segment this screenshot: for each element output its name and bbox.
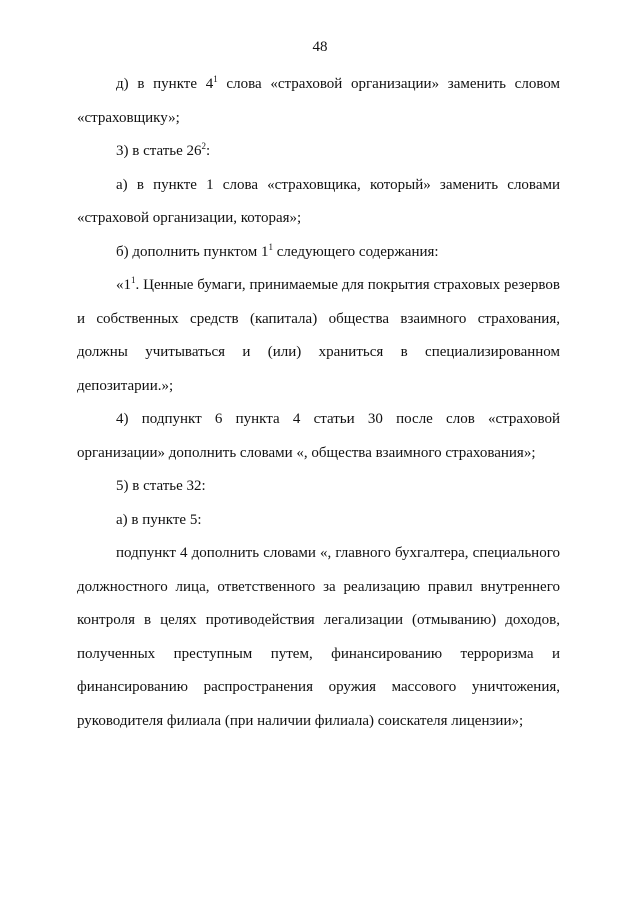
paragraph-article-30: 4) подпункт 6 пункта 4 статьи 30 после слов «страховой организации» дополнить словами «, общества взаимного страхования»;	[77, 411, 560, 461]
superscript: 1	[131, 275, 136, 285]
text-segment: «1	[116, 277, 131, 293]
paragraph-article-32: 5) в статье 32:	[116, 478, 206, 494]
page-number: 48	[312, 39, 328, 55]
superscript: 2	[201, 141, 207, 151]
document-body	[77, 68, 560, 738]
text-segment: . Ценные бумаги, принимаемые для покрытия страховых резервов и собственных средств (капитала) общества взаимного страхования, должны учитываться и (или) храниться в специализированном депозитарии.»;	[77, 277, 560, 394]
text-segment: :	[206, 143, 211, 159]
paragraph-subpoint-4: подпункт 4 дополнить словами «, главного бухгалтера, специального должностного лица, ответственного за реализацию правил внутреннего контроля в целях противодействия легализации (отмыванию) доходов, полученных преступным путем, финансированию терроризма и финансированию распространения оружия массового уничтожения, руководителя филиала (при наличии филиала) соискателя лицензии»;	[77, 545, 560, 729]
paragraph-d-point-4	[77, 68, 560, 135]
text-segment: 3) в статье 26	[116, 143, 202, 159]
paragraph-a-point-1: а) в пункте 1 слова «страховщика, который» заменить словами «страховой организации, которая»;	[77, 176, 560, 226]
paragraph-a-point-5: а) в пункте 5:	[116, 511, 202, 528]
text-segment: слова «страховой организации» заменить словом «страховщику»;	[77, 76, 561, 126]
superscript: 1	[213, 74, 218, 84]
text-segment: б) дополнить пунктом 1	[116, 243, 269, 260]
paragraph-article-26-2	[77, 135, 560, 169]
paragraph-b-add-point	[77, 236, 560, 270]
paragraph-securities	[77, 269, 560, 403]
text-segment: д) в пункте 4	[116, 76, 214, 92]
superscript: 1	[268, 241, 273, 252]
text-segment: следующего содержания:	[272, 243, 439, 260]
